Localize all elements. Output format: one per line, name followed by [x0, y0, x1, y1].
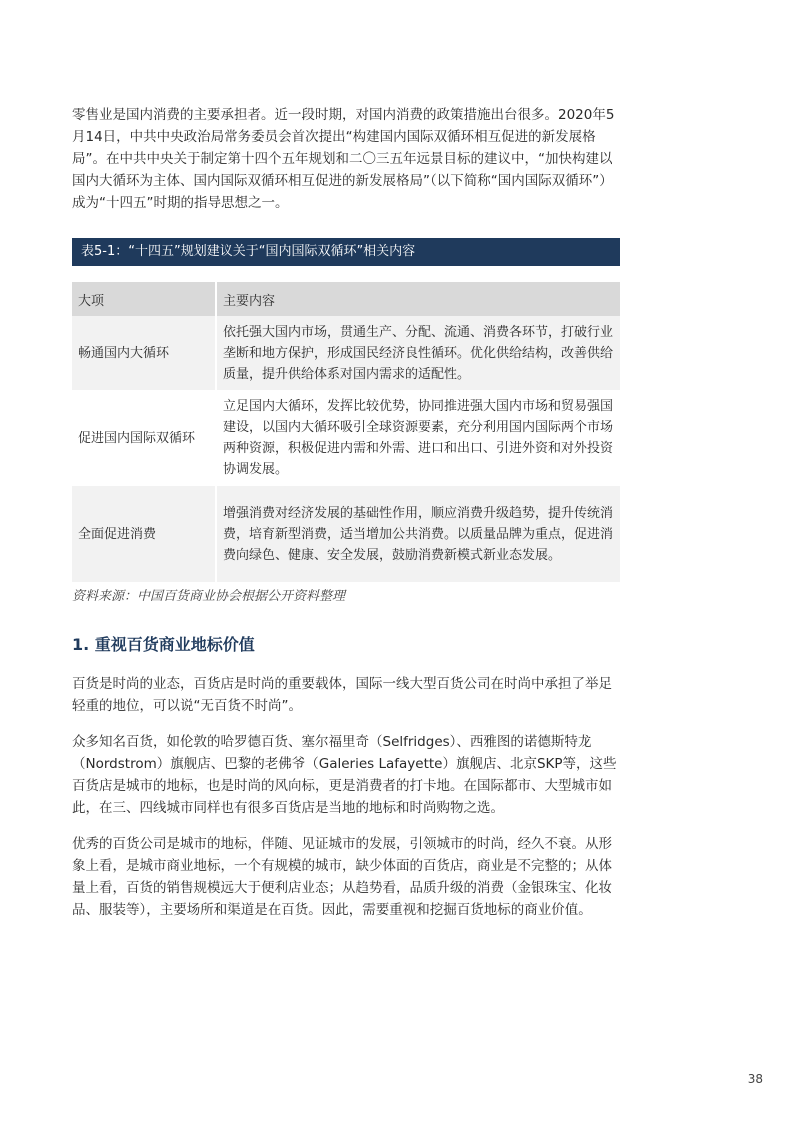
page-number: 38 [747, 1072, 763, 1086]
table-title: 表5-1：“十四五”规划建议关于“国内国际双循环”相关内容 [72, 238, 620, 266]
row-content: 增强消费对经济发展的基础性作用，顺应消费升级趋势，提升传统消费，培育新型消费，适当增加公共消费。以质量品牌为重点，促进消费向绿色、健康、安全发展，鼓励消费新模式新业态发展。 [216, 486, 620, 582]
table-source-note: 资料来源：中国百货商业协会根据公开资料整理 [72, 589, 346, 604]
table-row [72, 390, 620, 486]
section-paragraph: 众多知名百货，如伦敦的哈罗德百货、塞尔福里奇（Selfridges）、西雅图的诺德斯特龙（Nordstrom）旗舰店、巴黎的老佛爷（Galeries Lafayette）旗舰店、北京SKP等，这些百货店是城市的地标，也是时尚的风向标，更是消费者的打卡地。在国际都市、大型城市如此，在三、四线城市同样也有很多百货店是当地的地标和时尚购物之选。 [72, 734, 617, 816]
policy-table [72, 282, 620, 582]
header-content: 主要内容 [216, 282, 620, 316]
row-item: 促进国内国际双循环 [72, 390, 216, 486]
row-content: 立足国内大循环，发挥比较优势，协同推进强大国内市场和贸易强国建设，以国内大循环吸引全球资源要素，充分利用国内国际两个市场两种资源，积极促进内需和外需、进口和出口、引进外资和对外投资协调发展。 [216, 390, 620, 486]
section-heading: 1. 重视百货商业地标价值 [72, 635, 255, 654]
header-item: 大项 [72, 282, 216, 316]
table-header-row [72, 282, 620, 316]
row-content: 依托强大国内市场，贯通生产、分配、流通、消费各环节，打破行业垄断和地方保护，形成国民经济良性循环。优化供给结构，改善供给质量，提升供给体系对国内需求的适配性。 [216, 316, 620, 390]
table-row [72, 486, 620, 582]
section-paragraph: 百货是时尚的业态，百货店是时尚的重要载体，国际一线大型百货公司在时尚中承担了举足轻重的地位，可以说“无百货不时尚”。 [72, 676, 612, 714]
section-paragraph: 优秀的百货公司是城市的地标，伴随、见证城市的发展，引领城市的时尚，经久不衰。从形象上看，是城市商业地标，一个有规模的城市，缺少体面的百货店，商业是不完整的；从体量上看，百货的销售规模远大于便利店业态；从趋势看，品质升级的消费（金银珠宝、化妆品、服装等），主要场所和渠道是在百货。因此，需要重视和挖掘百货地标的商业价值。 [72, 836, 612, 918]
row-item: 全面促进消费 [72, 486, 216, 582]
page-content [72, 104, 620, 935]
intro-paragraph: 零售业是国内消费的主要承担者。近一段时期，对国内消费的政策措施出台很多。2020年5月14日，中共中央政治局常务委员会首次提出“构建国内国际双循环相互促进的新发展格局”。在中共中央关于制定第十四个五年规划和二〇三五年远景目标的建议中，“加快构建以国内大循环为主体、国内国际双循环相互促进的新发展格局”（以下简称“国内国际双循环”）成为“十四五”时期的指导思想之一。 [72, 107, 615, 211]
table-row [72, 316, 620, 390]
row-item: 畅通国内大循环 [72, 316, 216, 390]
